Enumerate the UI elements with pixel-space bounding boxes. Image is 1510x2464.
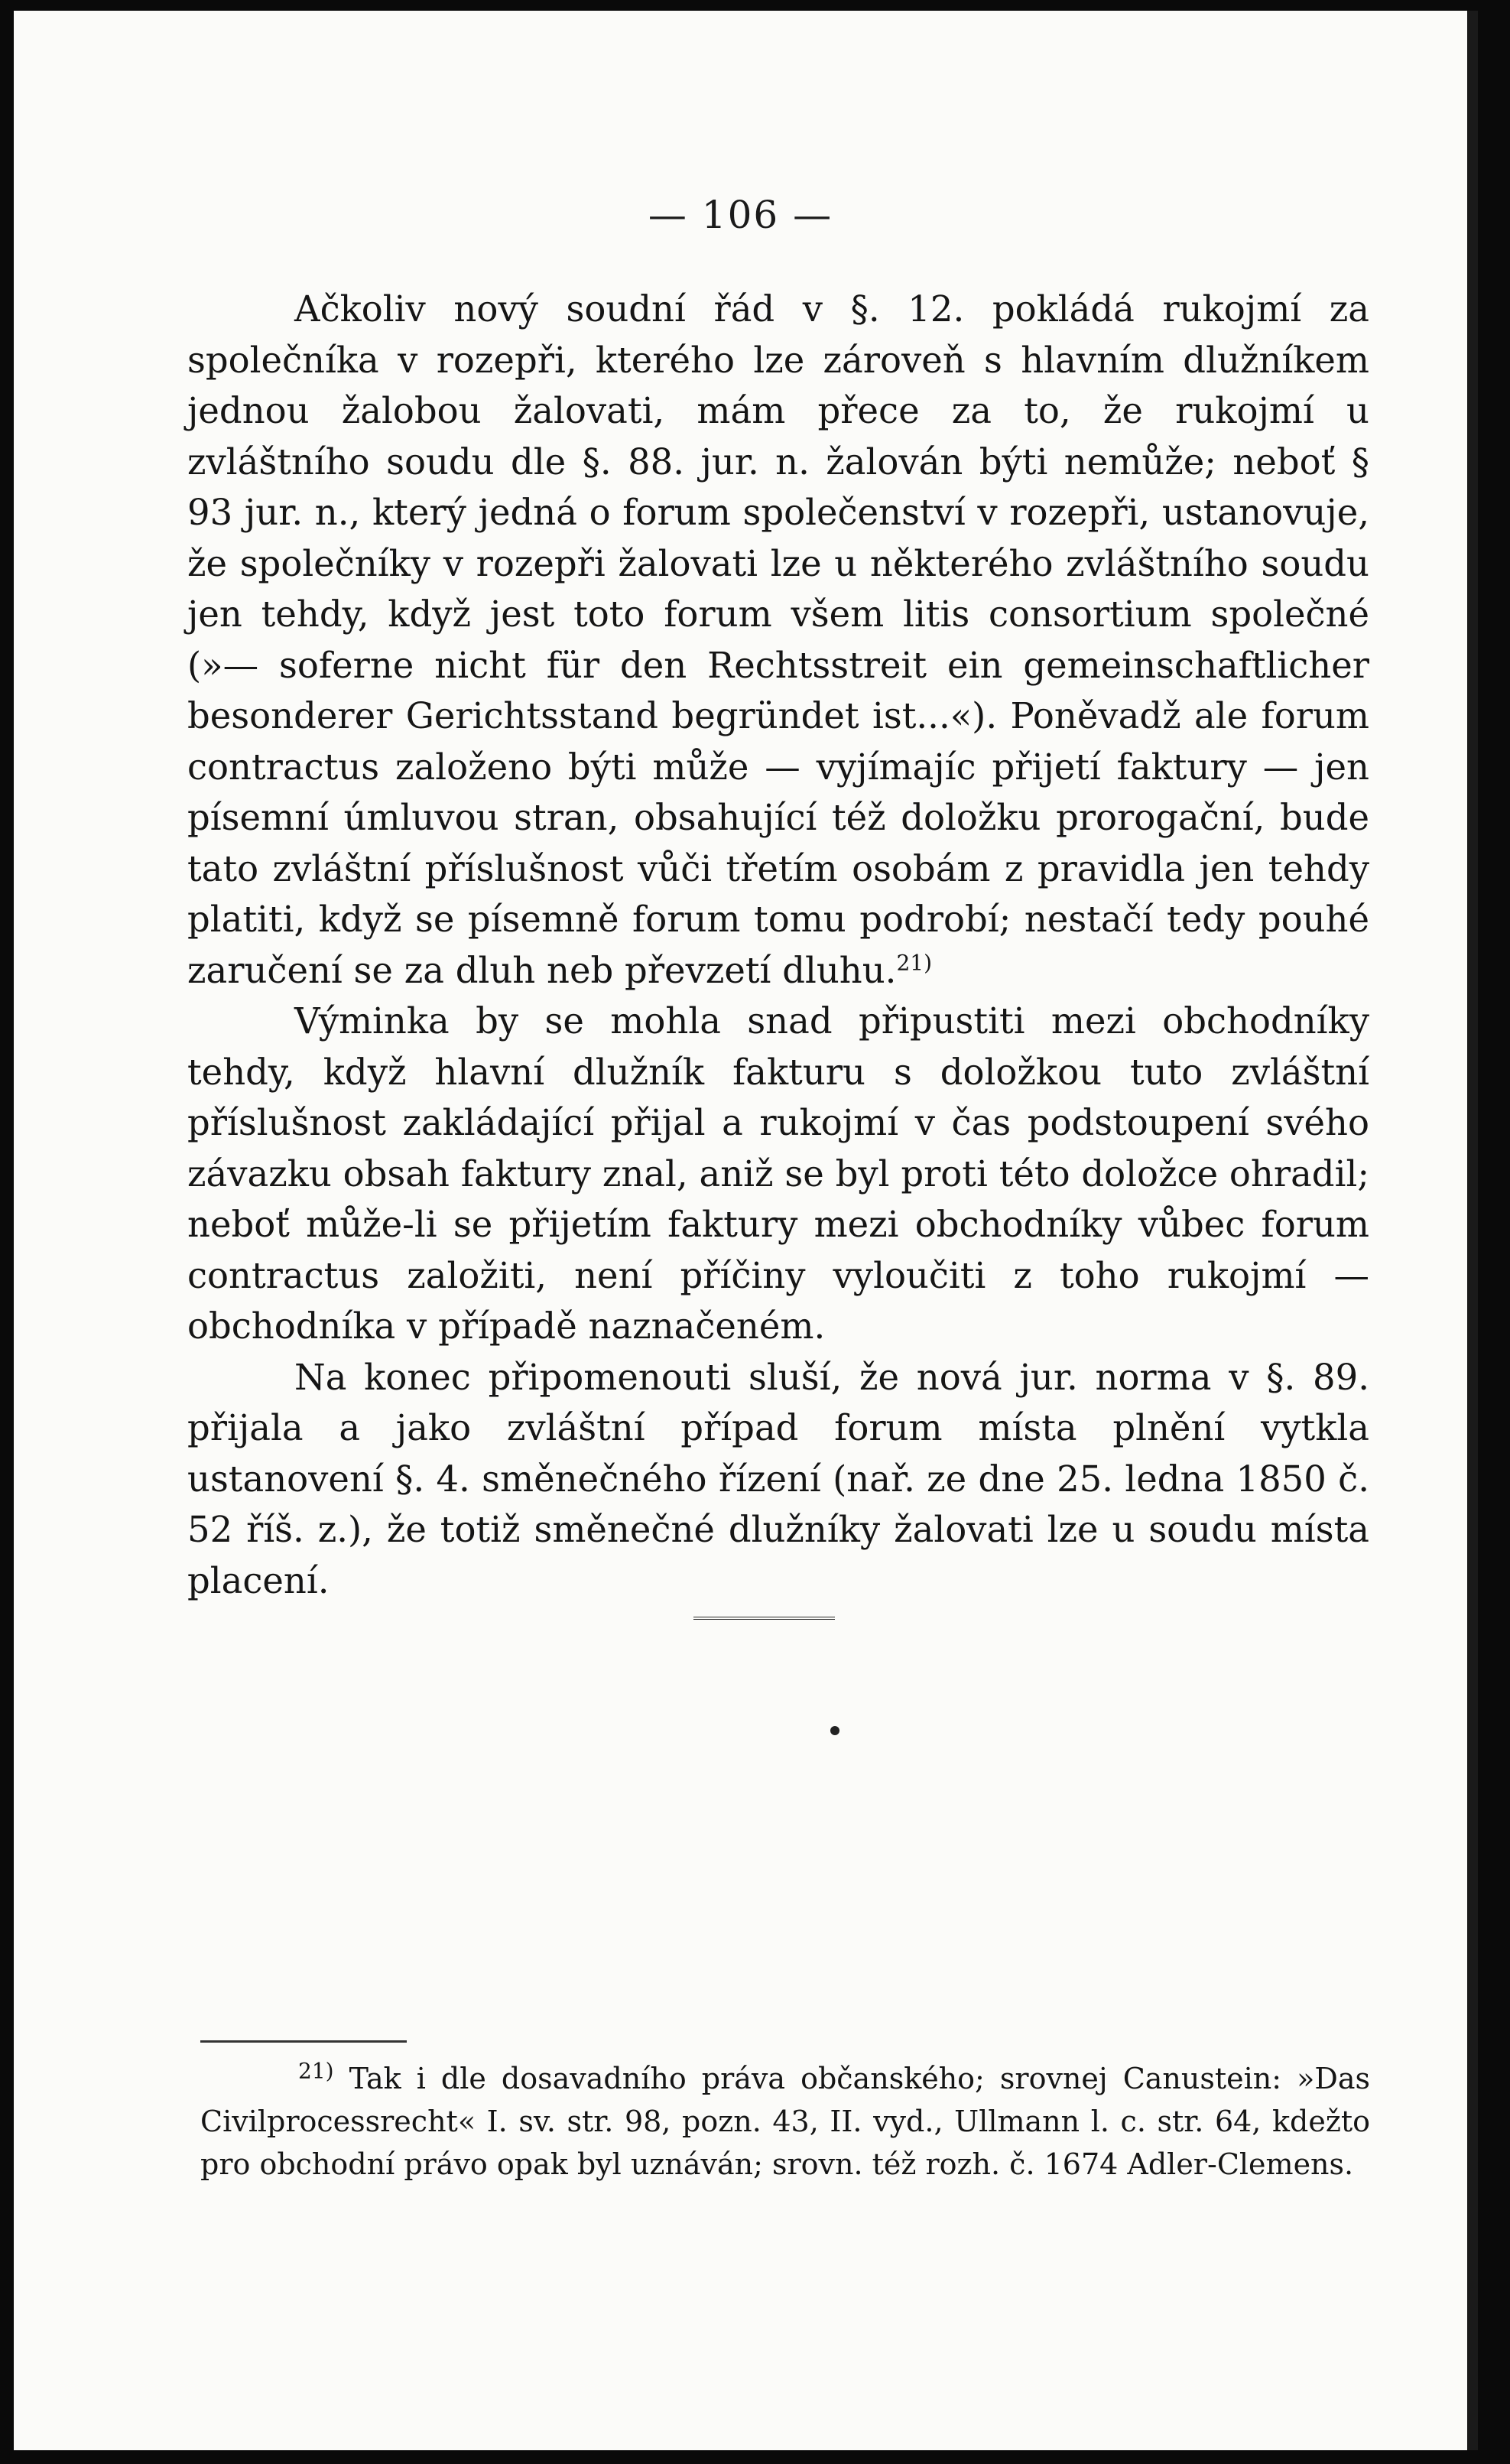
- ink-dot: [830, 1726, 839, 1735]
- paragraph-1-text: Ačkoliv nový soudní řád v §. 12. pokládá rukojmí za společníka v rozepři, kterého lze zároveň s hlavním dlužníkem jednou žalobou žalovati, mám přece za to, že rukojmí u zvláštního soudu dle §. 88. jur. n. žalován býti nemůže; neboť § 93 jur. n., který jedná o forum společenství v rozepři, ustanovuje, že společníky v rozepři žalovati lze u některého zvláštního soudu jen tehdy, když jest toto forum všem litis consortium společné (»— soferne nicht für den Rechtsstreit ein gemeinschaftlicher besonderer Gerichtsstand begründet ist...«). Poněvadž ale forum contractus založeno býti může — vyjímajíc přijetí faktury — jen písemní úmluvou stran, obsahující též doložku prorogační, bude tato zvláštní příslušnost vůči třetím osobám z pravidla jen tehdy platiti, když se písemně forum tomu podrobí; nestačí tedy pouhé zaručení se za dluh neb převzetí dluhu.: [187, 288, 1369, 991]
- paragraph-2: Výminka by se mohla snad připustiti mezi obchodníky tehdy, když hlavní dlužník fakturu s doložkou tuto zvláštní příslušnost zakládající přijal a rukojmí v čas podstoupení svého závazku obsah faktury znal, aniž se byl proti této doložce ohradil; neboť může-li se přijetím faktury mezi obchodníky vůbec forum contractus založiti, není příčiny vyloučiti z toho rukojmí — obchodníka v případě naznačeném.: [187, 1000, 1369, 1347]
- paragraph-3: Na konec připomenouti sluší, že nová jur. norma v §. 89. přijala a jako zvláštní případ forum místa plnění vytkla ustanovení §. 4. směnečného řízení (nař. ze dne 25. ledna 1850 č. 52 říš. z.), že totiž směnečné dlužníky žalovati lze u soudu místa placení.: [187, 1356, 1369, 1601]
- footnote-body: [200, 2057, 1370, 2186]
- footnote-text: Tak i dle dosavadního práva občanského; srovnej Canustein: »Das Civilprocessrecht« I. sv. str. 98, pozn. 43, II. vyd., Ullmann l. c. str. 64, kdežto pro obchodní právo opak byl uznáván; srovn. též rozh. č. 1674 Adler-Clemens.: [200, 2062, 1370, 2181]
- footnote: [200, 2057, 1370, 2186]
- section-divider: [693, 1617, 835, 1623]
- paragraph-1: [187, 284, 1369, 996]
- page-number: — 106 —: [648, 193, 833, 237]
- footnote-reference: 21): [896, 950, 933, 975]
- footnote-marker: 21): [298, 2058, 334, 2084]
- main-text: [187, 284, 1369, 1606]
- footnote-rule: [200, 2040, 407, 2043]
